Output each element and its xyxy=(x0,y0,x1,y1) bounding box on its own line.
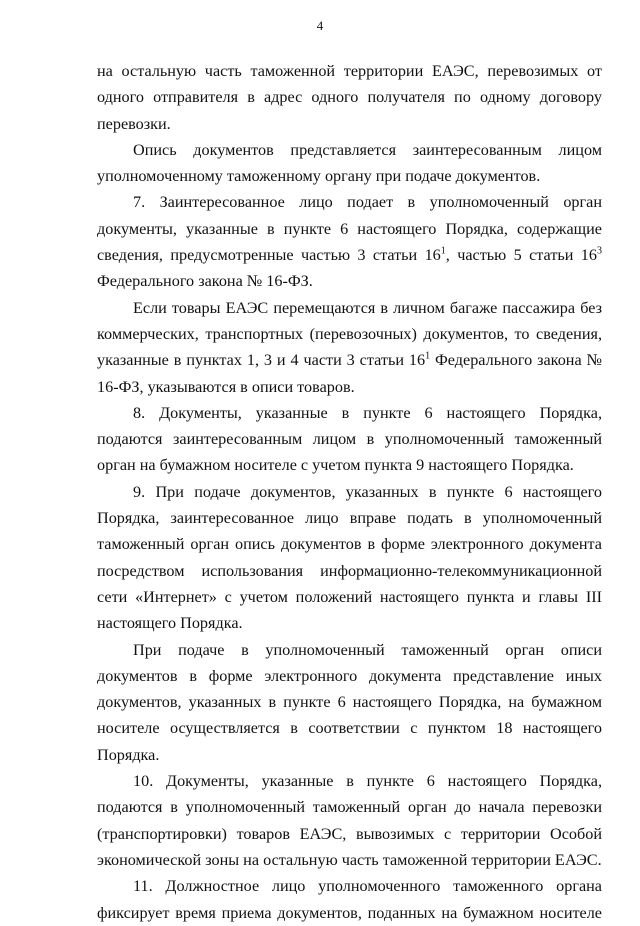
p7-superscript-3: 3 xyxy=(597,245,602,257)
body-text xyxy=(97,58,602,926)
p7-text-c: Федерального закона № 16-ФЗ. xyxy=(97,272,313,291)
luggage-text-a: Если товары ЕАЭС перемещаются в личном багаже пассажира без коммерческих, транспортных (перевозочных) документов, то сведения, указанные в пунктах 1, 3 и 4 части 3 статьи 16 xyxy=(97,298,602,370)
paragraph-7 xyxy=(97,189,602,294)
p7-text-b: , частью 5 статьи 16 xyxy=(445,246,597,265)
paragraph-luggage xyxy=(97,295,602,400)
paragraph-electronic-inventory: При подаче в уполномоченный таможенный орган описи документов в форме электронного документа представление иных документов, указанных в пункте 6 настоящего Порядка, на бумажном носителе осуществляется в соответствии с пунктом 18 настоящего Порядка. xyxy=(97,640,602,764)
p7-superscript-1: 1 xyxy=(440,245,446,257)
p7-text-a: 7. Заинтересованное лицо подает в уполномоченный орган документы, указанные в пункте 6 настоящего Порядка, содержащие сведения, предусмотренные частью 3 статьи 16 xyxy=(97,193,602,265)
luggage-superscript-1: 1 xyxy=(425,350,431,362)
paragraph-10: 10. Документы, указанные в пункте 6 настоящего Порядка, подаются в уполномоченный таможенный орган до начала перевозки (транспортировки) товаров ЕАЭС, вывозимых с территории Особой экономической зоны на остальную часть таможенной территории ЕАЭС. xyxy=(97,772,602,869)
paragraph-11: 11. Должностное лицо уполномоченного таможенного органа фиксирует время приема документов, поданных на бумажном носителе xyxy=(97,877,602,922)
paragraph-continuation: на остальную часть таможенной территории ЕАЭС, перевозимых от одного отправителя в адрес одного получателя по одному договору перевозки. xyxy=(97,62,602,133)
paragraph-8: 8. Документы, указанные в пункте 6 настоящего Порядка, подаются заинтересованным лицом в уполномоченный таможенный орган на бумажном носителе с учетом пункта 9 настоящего Порядка. xyxy=(97,403,602,475)
luggage-text-b: Федерального закона № 16-ФЗ, указываются в описи товаров. xyxy=(97,351,602,396)
page-number: 4 xyxy=(316,18,324,33)
paragraph-inventory: Опись документов представляется заинтересованным лицом уполномоченному таможенному органу при подаче документов. xyxy=(97,140,602,186)
paragraph-9: 9. При подаче документов, указанных в пункте 6 настоящего Порядка, заинтересованное лицо вправе подать в уполномоченный таможенный орган опись документов в форме электронного документа посредством использования информационно-телекоммуникационной сети «Интернет» с учетом положений настоящего пункта и главы III настоящего Порядка. xyxy=(97,482,602,633)
